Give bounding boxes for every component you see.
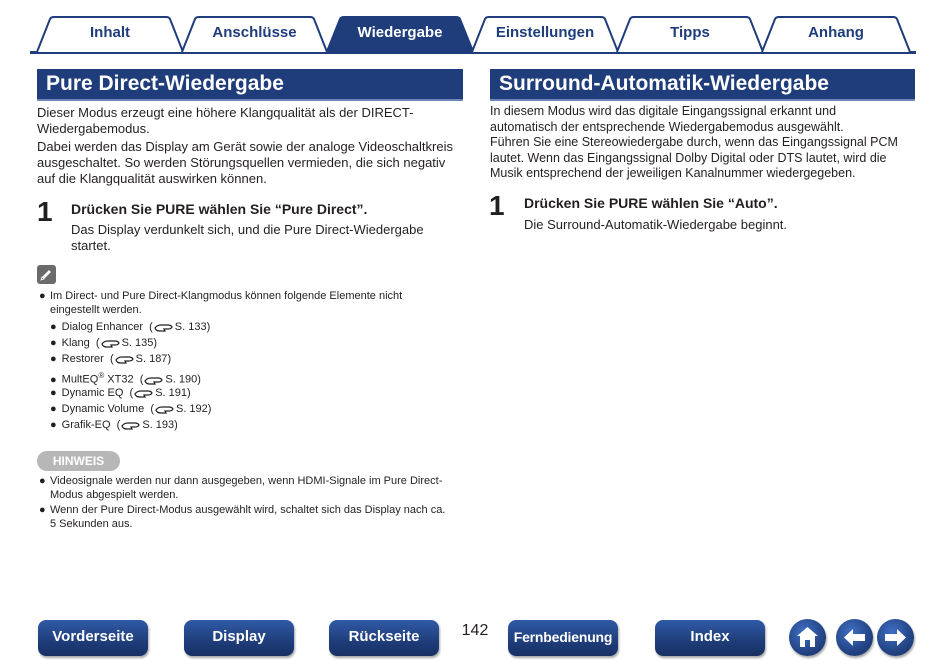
tab-label: Einstellungen [495,24,595,41]
reference-icon [133,387,155,399]
page-number: 142 [461,622,489,639]
page-reference[interactable]: S. 187 [135,353,168,365]
arrow-right-icon[interactable] [877,619,914,656]
pure-direct-intro-2: Dabei werden das Display am Gerät sowie der analoge Videoschaltkreis ausgeschaltet. So werden Störungsquellen vermieden, die sich negativ auf die Klangqualität auswirken können. [37,139,453,186]
reference-icon [100,337,122,349]
fernbedienung-button[interactable]: Fernbedienung [508,620,618,656]
reference-icon [154,403,176,415]
step-number: 1 [37,196,53,227]
page-reference[interactable]: S. 133 [174,321,207,333]
display-button[interactable]: Display [184,620,294,656]
tab-label: Inhalt [90,24,130,41]
vorderseite-button[interactable]: Vorderseite [38,620,148,656]
page-reference[interactable]: S. 190 [165,373,198,386]
tab-inhalt[interactable] [36,16,184,52]
tab-anhang[interactable] [761,16,911,52]
section-title-surround-auto: Surround-Automatik-Wiedergabe [490,69,915,99]
hinweis-badge: HINWEIS [37,451,120,471]
reference-icon [114,353,136,365]
index-button[interactable]: Index [655,620,765,656]
pencil-icon [37,265,56,284]
tab-label: Wiedergabe [357,24,443,41]
step-description: Das Display verdunkelt sich, und die Pure Direct-Wiedergabe startet. [71,222,424,253]
chapter-tabs [30,16,916,54]
tab-anschluesse[interactable] [181,16,328,52]
reference-icon [143,374,165,386]
step-number: 1 [489,190,505,221]
tab-tipps[interactable] [616,16,764,52]
tab-label: Anhang [808,24,864,41]
step-title: Drücken Sie PURE wählen Sie “Pure Direct”. [71,201,368,217]
tab-label: Anschlüsse [212,24,297,41]
step-description: Die Surround-Automatik-Wiedergabe beginnt. [524,217,788,232]
surround-intro-1: In diesem Modus wird das digitale Eingangssignal erkannt und automatisch der entsprechende Wiedergabemodus ausgewählt. [490,104,844,134]
tab-wiedergabe[interactable] [326,16,474,52]
reference-icon [153,321,175,333]
tab-label: Tipps [670,24,710,41]
note-list-item: ● Dialog Enhancer ( S. 133) [50,321,211,333]
page-reference[interactable]: S. 135 [121,337,154,349]
rueckseite-button[interactable]: Rückseite [329,620,439,656]
pure-direct-intro-1: Dieser Modus erzeugt eine höhere Klangqualität als der DIRECT- Wiedergabemodus. [37,105,414,136]
page-reference[interactable]: S. 193 [142,419,175,431]
surround-intro-2: Führen Sie eine Stereowiedergabe durch, wenn das Eingangssignal PCM lautet. Wenn das Eingangssignal Dolby Digital oder DTS lautet, wird die Musik entsprechend der jeweiligen Kanalnummer wiedergegeben. [490,135,898,180]
note-list-item: ● Dynamic Volume ( S. 192) [50,403,212,415]
section-title-pure-direct: Pure Direct-Wiedergabe [37,69,463,99]
reference-icon [120,419,142,431]
tab-einstellungen[interactable] [471,16,619,52]
note-list-item: ● MultEQ® XT32 ( S. 190) [50,371,201,386]
note-list-item: ● Dynamic EQ ( S. 191) [50,387,191,399]
step-title: Drücken Sie PURE wählen Sie “Auto”. [524,195,778,211]
home-icon[interactable] [789,619,826,656]
note-list-item: ● Restorer ( S. 187) [50,353,172,365]
arrow-left-icon[interactable] [836,619,873,656]
page-reference[interactable]: S. 192 [175,403,208,415]
note-list-item: ● Grafik-EQ ( S. 193) [50,419,178,431]
note-list-item: ● Klang ( S. 135) [50,337,158,349]
page-reference[interactable]: S. 191 [155,387,187,399]
